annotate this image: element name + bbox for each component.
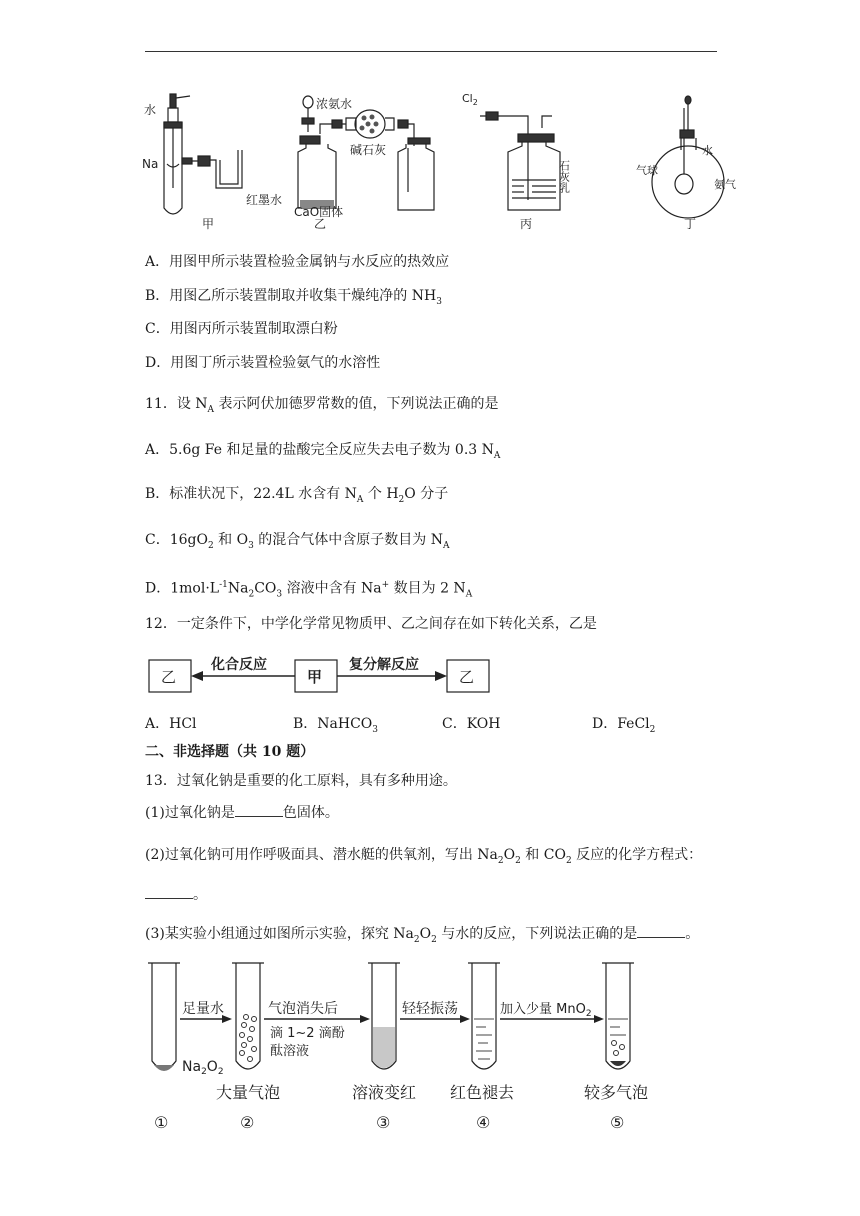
q12-stem: 12．一定条件下，中学化学常见物质甲、乙之间存在如下转化关系，乙是 xyxy=(145,616,597,632)
jia-water-label: 水 xyxy=(144,103,157,117)
jia-na-label: Na xyxy=(142,157,159,171)
q13-part1: (1)过氧化钠是 色固体。 xyxy=(145,805,339,821)
q12-diagram xyxy=(145,650,510,698)
q12-option-b: B．NaHCO$_3$ xyxy=(293,716,379,735)
tube-1-solid xyxy=(154,1065,174,1071)
q12-left-box-label: 乙 xyxy=(161,668,177,686)
bing-lime-milk-label: 石灰乳 xyxy=(557,160,571,193)
q13-part2-blank[interactable] xyxy=(145,886,193,899)
bing-caption: 丙 xyxy=(520,217,533,231)
q12-option-d: D．FeCl$_2$ xyxy=(592,716,656,735)
number-4: ④ xyxy=(476,1113,491,1132)
ding-water-label: 水 xyxy=(702,144,713,157)
na2o2-label: $Na_2O_2$ xyxy=(182,1059,224,1077)
step2-label-a: 气泡消失后 xyxy=(268,1001,338,1017)
tube-3-liquid xyxy=(373,1027,395,1068)
q10-option-c: C．用图丙所示装置制取漂白粉 xyxy=(145,321,338,337)
q13-part2: (2)过氧化钠可用作呼吸面具、潜水艇的供氧剂，写出 $Na_2O_2$ 和 $CO_2$ 反应的化学方程式： xyxy=(145,847,703,866)
bubbles-tube-5 xyxy=(612,1041,625,1056)
q11-option-d: D．$1mol\cdot L^{-1}Na_2CO_3$ 溶液中含有 Na+ 数目为 2 $N_A$ xyxy=(145,580,473,600)
q13-part1-blank[interactable] xyxy=(235,804,283,817)
figure-bing xyxy=(480,112,560,210)
q11-stem: 11．设 $N_A$ 表示阿伏加德罗常数的值，下列说法正确的是 xyxy=(145,396,499,415)
q13-part3: (3)某实验小组通过如图所示实验，探究 $Na_2O_2$ 与水的反应，下列说法正确的是 。 xyxy=(145,926,700,945)
tube-5-caption: 较多气泡 xyxy=(584,1083,649,1102)
q12-option-a: A．HCl xyxy=(145,716,197,732)
q10-option-a: A．用图甲所示装置检验金属钠与水反应的热效应 xyxy=(145,254,450,270)
q12-option-c: C．KOH xyxy=(442,716,501,732)
section-heading: 二、非选择题（共 10 题） xyxy=(145,744,315,760)
q10-option-b-text: B．用图乙所示装置制取并收集干燥纯净的 NH xyxy=(145,288,437,304)
soda-lime-dots xyxy=(360,115,379,134)
number-5: ⑤ xyxy=(610,1113,625,1132)
q11-option-a: A．5.6g Fe 和足量的盐酸完全反应失去电子数为 0.3 $N_A$ xyxy=(145,442,501,461)
ding-balloon-label: 气球 xyxy=(636,164,658,177)
q12-right-arrow-label: 复分解反应 xyxy=(349,657,419,673)
q10-option-b xyxy=(145,286,442,312)
q13-part2-answer: 。 xyxy=(145,885,207,905)
tube-4 xyxy=(472,963,496,1069)
number-3: ③ xyxy=(376,1113,391,1132)
yi-caption: 乙 xyxy=(314,217,327,231)
top-rule xyxy=(145,51,717,52)
tube-3-caption: 溶液变红 xyxy=(352,1083,417,1102)
apparatus-figures xyxy=(140,88,780,240)
ding-ammonia-label: 氨气 xyxy=(714,178,736,191)
q11-option-b: B．标准状况下，22.4L 水含有 $N_A$ 个 $H_2O$ 分子 xyxy=(145,486,449,505)
yi-ammonia-water-label: 浓氨水 xyxy=(316,97,353,111)
figure-jia xyxy=(164,94,242,214)
number-2: ② xyxy=(240,1113,255,1132)
q12-right-box-label: 乙 xyxy=(459,668,475,686)
q12-center-box-label: 甲 xyxy=(307,668,323,686)
q13-experiment-figure xyxy=(140,955,680,1135)
step4-label: 加入少量 MnO$_2$ xyxy=(500,1002,592,1019)
step1-label: 足量水 xyxy=(182,1001,224,1017)
q13-stem: 13．过氧化钠是重要的化工原料，具有多种用途。 xyxy=(145,773,457,789)
yi-soda-lime-label: 碱石灰 xyxy=(350,143,387,157)
number-1: ① xyxy=(154,1113,169,1132)
figure-ding xyxy=(652,96,724,218)
jia-caption: 甲 xyxy=(202,217,215,231)
step2-label-c: 酞溶液 xyxy=(270,1044,310,1059)
tube-1 xyxy=(152,963,176,1069)
tube-4-caption: 红色褪去 xyxy=(450,1083,515,1102)
tube-2-caption: 大量气泡 xyxy=(216,1083,281,1102)
jia-red-ink-label: 红墨水 xyxy=(246,193,283,207)
bubbles-tube-2 xyxy=(240,1015,257,1062)
q12-left-arrow-label: 化合反应 xyxy=(211,657,267,673)
q11-option-c: C．$16gO_2$ 和 $O_3$ 的混合气体中含原子数目为 $N_A$ xyxy=(145,532,450,551)
ding-caption: 丁 xyxy=(684,217,697,231)
bing-cl2-label: $Cl_2$ xyxy=(462,92,478,107)
step3-label: 轻轻振荡 xyxy=(402,1001,458,1017)
q10-option-b-sub: 3 xyxy=(436,296,442,307)
yi-cao-label: CaO固体 xyxy=(294,205,344,219)
step2-label-b: 滴 1~2 滴酚 xyxy=(270,1026,345,1041)
q10-option-d: D．用图丁所示装置检验氨气的水溶性 xyxy=(145,355,381,371)
q13-part3-blank[interactable] xyxy=(637,925,685,938)
